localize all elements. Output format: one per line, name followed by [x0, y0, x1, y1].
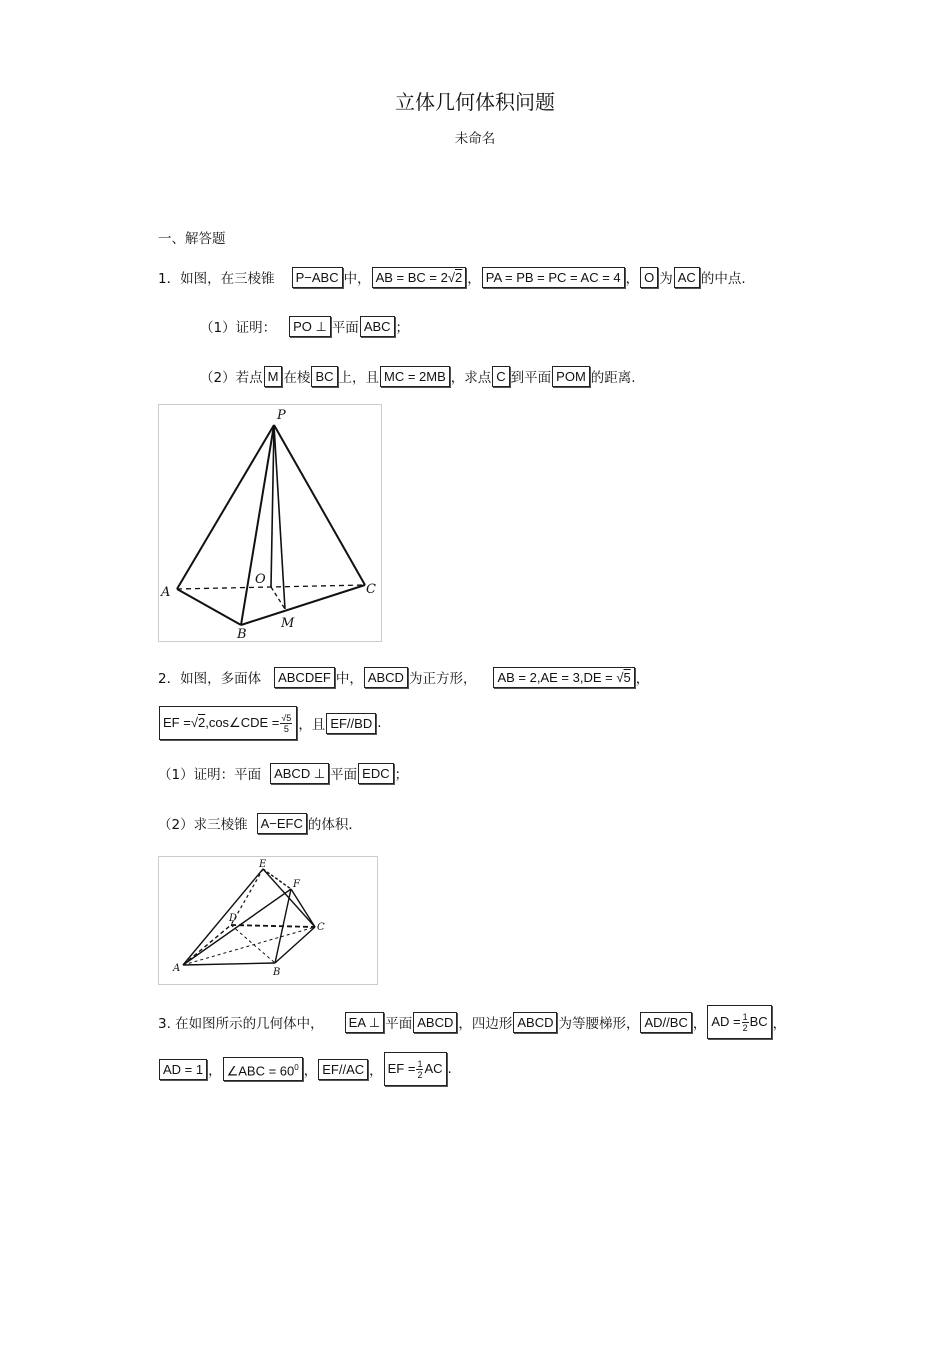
q1-part1-label: （1）证明： — [200, 320, 277, 336]
q3-text: ， — [208, 1063, 222, 1079]
q1-text: ， — [625, 271, 640, 287]
edge-pc — [274, 425, 365, 585]
q2-math-ef-bd: EF//BD — [326, 713, 376, 734]
q1-math-edges: PA = PB = PC = AC = 4 — [482, 267, 625, 288]
q2-text: ，且 — [298, 717, 326, 733]
edge-fc — [291, 889, 315, 927]
q3-math-fraction — [742, 1012, 749, 1033]
q1-part2-math-bc: BC — [311, 366, 337, 387]
q3-math-ad-half-bc — [707, 1005, 771, 1039]
q2-part1-math-edc: EDC — [358, 763, 393, 784]
q1-text: 为 — [659, 271, 673, 287]
label-b: B — [237, 627, 247, 641]
q3-text: ， — [303, 1063, 318, 1079]
q1-part2-text: 在棱 — [283, 370, 311, 386]
diag-db — [231, 925, 275, 963]
q1-part2-math-pom: POM — [552, 366, 590, 387]
q2-part1-text: ； — [394, 767, 409, 783]
q2-part1-text: 平面 — [330, 767, 358, 783]
q3-text: . — [447, 1061, 452, 1077]
segment-om-hidden — [271, 587, 285, 609]
q1-number: 1．如图，在三棱锥 — [158, 271, 275, 287]
q1-math-o: O — [640, 267, 658, 288]
q2-math-polyhedron: ABCDEF — [274, 667, 335, 688]
q1-math-ab-bc: AB = BC = 2√2 — [372, 267, 467, 288]
q2-text: . — [377, 715, 382, 731]
q2-math-lengths: AB = 2,AE = 3,DE = √5 — [493, 667, 634, 688]
q2-text: 为正方形， — [408, 671, 477, 687]
q2-part1-math-abcd: ABCD ⊥ — [270, 763, 329, 784]
q2-math-lengths-text: AB = 2,AE = 3,DE = — [497, 669, 617, 685]
edge-dc-hidden — [231, 925, 315, 927]
q3-math-ea: EA ⊥ — [345, 1012, 385, 1033]
q2-fraction-den: 5 — [283, 723, 289, 734]
q1-part1-math-abc: ABC — [360, 316, 395, 337]
q3-math-ef-half-ac — [384, 1052, 447, 1086]
q3-text: ， — [369, 1063, 383, 1079]
label-b: B — [273, 967, 281, 978]
q2-stem — [158, 662, 649, 692]
q1-part2-label: （2）若点 — [200, 370, 263, 386]
q1-part2 — [200, 361, 636, 391]
q1-part1-text: 平面 — [331, 320, 359, 336]
q2-math-fraction — [280, 713, 292, 734]
q1-part1 — [200, 311, 409, 341]
edge-ab — [177, 589, 241, 625]
edge-bc — [241, 585, 365, 625]
q3-number: 3. 在如图所示的几何体中， — [158, 1016, 324, 1032]
q1-part2-text: 到平面 — [510, 370, 552, 386]
q3-text: ， — [772, 1016, 787, 1032]
q3-fraction-num: 1 — [742, 1011, 748, 1022]
q3-fraction2-num: 1 — [417, 1058, 423, 1069]
q2-fraction-num: √5 — [281, 712, 292, 723]
q2-part1 — [158, 758, 408, 788]
q1-part2-text: ，求点 — [450, 370, 492, 386]
q1-part1-text: ； — [395, 320, 410, 336]
q1-text: ， — [467, 271, 481, 287]
edge-ec — [263, 869, 315, 927]
label-d: D — [229, 913, 238, 924]
q1-figure — [158, 404, 382, 642]
q3-stem — [158, 1003, 786, 1041]
diag-ac — [183, 927, 315, 965]
label-p: P — [277, 408, 286, 423]
q3-fraction-den: 2 — [742, 1022, 748, 1033]
q2-part2-math-aefc: A−EFC — [257, 813, 307, 834]
q3-math-angle-text: ∠ABC = 60 — [226, 1063, 295, 1079]
q2-part1-label: （1）证明：平面 — [158, 767, 262, 783]
q1-part1-math-po: PO ⊥ — [289, 316, 331, 337]
q3-text: 平面 — [385, 1016, 413, 1032]
edge-ef — [263, 869, 291, 889]
q3-text: ， — [692, 1016, 707, 1032]
q2-math-lengths-root: 5 — [623, 669, 631, 685]
q3-math-angle — [223, 1057, 303, 1081]
q3-math-ad-bc: AD//BC — [640, 1012, 691, 1033]
label-a: A — [173, 963, 181, 974]
q3-math-fraction-2 — [416, 1059, 423, 1080]
q3-math-ac: AC — [424, 1061, 443, 1076]
section-heading: 一、解答题 — [158, 231, 226, 247]
q2-math-abcd: ABCD — [364, 667, 408, 688]
q2-figure-svg — [159, 857, 377, 984]
q3-math-ef-ac: EF//AC — [318, 1059, 368, 1080]
q2-part2 — [158, 808, 362, 838]
q1-part2-text: 的距离. — [590, 370, 636, 386]
q2-math-ef-cos: EF = √ 2 ,cos∠CDE = $\frac{√5}{5}$ — [159, 706, 297, 740]
edge-ab — [183, 963, 275, 965]
q1-text: 的中点. — [700, 271, 746, 287]
edge-pa — [177, 425, 274, 589]
label-o: O — [255, 572, 266, 587]
q1-figure-svg — [159, 405, 381, 641]
label-a: A — [161, 585, 171, 600]
q1-text: 中， — [343, 271, 371, 287]
q3-math-bc: BC — [749, 1014, 768, 1029]
label-c: C — [366, 582, 376, 597]
q2-math-ef: EF = — [163, 715, 191, 730]
label-e: E — [259, 859, 267, 870]
q1-math-ac: AC — [674, 267, 700, 288]
q1-stem — [158, 262, 746, 292]
q1-math-ab-bc-root: 2 — [455, 269, 463, 285]
q2-part2-text: 的体积． — [307, 817, 362, 833]
edge-ad-hidden — [183, 925, 231, 965]
page-title: 立体几何体积问题 — [395, 90, 555, 114]
q3-fraction2-den: 2 — [417, 1069, 423, 1080]
q2-stem-line2 — [158, 704, 382, 742]
q1-math-pyramid: P−ABC — [292, 267, 343, 288]
q3-text: ，四边形 — [458, 1016, 513, 1032]
q1-part2-math-mc: MC = 2MB — [380, 366, 450, 387]
q1-part2-math-m: M — [264, 366, 283, 387]
q2-math-cos: ,cos∠CDE = — [205, 715, 280, 730]
label-f: F — [293, 879, 300, 890]
q2-number: 2．如图，多面体 — [158, 671, 262, 687]
page-subtitle: 未命名 — [454, 131, 496, 147]
edge-pb — [241, 425, 274, 625]
q1-math-ab-bc-text: AB = BC = 2 — [375, 269, 448, 285]
segment-po — [271, 425, 274, 587]
q3-stem-line2 — [158, 1050, 452, 1088]
q1-part2-text: 上，且 — [338, 370, 379, 386]
label-c: C — [317, 922, 325, 933]
q3-text: 为等腰梯形， — [558, 1016, 640, 1032]
q2-text: ， — [635, 671, 650, 687]
q3-math-angle-sup: 0 — [294, 1062, 299, 1072]
q2-figure — [158, 856, 378, 985]
q3-math-ad: AD = — [711, 1014, 741, 1029]
label-m: M — [281, 616, 295, 631]
q2-text: 中， — [335, 671, 363, 687]
q2-math-ef-root: 2 — [197, 715, 206, 730]
q3-math-ad-1: AD = 1 — [159, 1059, 207, 1080]
q3-math-abcd-1: ABCD — [413, 1012, 457, 1033]
q3-math-abcd-2: ABCD — [513, 1012, 557, 1033]
q1-part2-math-c: C — [492, 366, 509, 387]
q3-math-ef: EF = — [387, 1061, 416, 1076]
q2-part2-label: （2）求三棱锥 — [158, 817, 248, 833]
segment-pm — [274, 425, 285, 609]
